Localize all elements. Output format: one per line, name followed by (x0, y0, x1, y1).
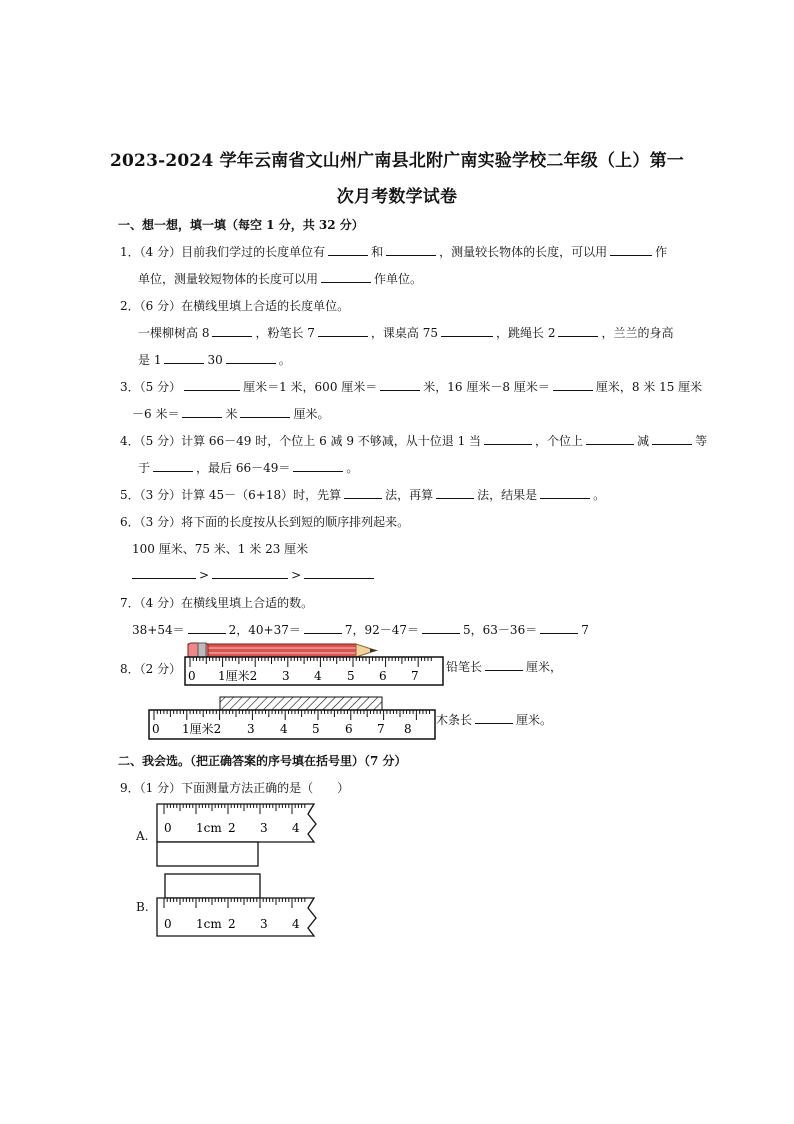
q4-line1 (120, 432, 707, 449)
ruler-2-label: 6 (345, 722, 353, 736)
cm-ruler-b-label: 0 (164, 917, 172, 931)
q2-line1: 2．（6 分）在横线里填上合适的长度单位。 (120, 299, 350, 313)
q9-option-a-label[interactable]: A. (136, 829, 149, 843)
ruler-2-label: 5 (312, 722, 320, 736)
q1-blank-1[interactable] (328, 243, 368, 256)
q2-text-b: 一棵柳树高 8 (138, 326, 210, 340)
q4-text-e: 于 (138, 461, 151, 475)
q6-gt-1: > (199, 568, 210, 582)
ruler-1-label: 6 (379, 669, 387, 683)
q5-text-c: 法，结果是 (477, 488, 538, 502)
ruler-2-label: 3 (247, 722, 255, 736)
q3-text-g: 厘米。 (293, 407, 330, 421)
ruler-2-label: 1厘米2 (182, 722, 222, 736)
ruler-1-label: 4 (314, 669, 322, 683)
q1-blank-4[interactable] (321, 270, 371, 283)
ruler-1-label: 1厘米2 (218, 669, 258, 683)
cm-ruler-b-label: 2 (228, 917, 236, 931)
q6-line3 (132, 566, 377, 582)
q2-text-h: 30 (207, 353, 223, 367)
q2-text-g: 是 1 (138, 353, 162, 367)
cm-ruler-b-label: 1cm (196, 917, 222, 931)
q4-text-c: 减 (637, 434, 650, 448)
q1-text-e: 单位，测量较短物体的长度可以用 (138, 272, 319, 286)
page-title-line2: 次月考数学试卷 (336, 187, 458, 207)
q3-text-f: 米 (225, 407, 238, 421)
q3-line1 (120, 378, 702, 395)
q2-blank-3[interactable] (441, 324, 493, 337)
q3-line2 (132, 405, 329, 422)
q7-blank-4[interactable] (540, 621, 578, 634)
q3-blank-2[interactable] (380, 378, 420, 391)
wood-ruler-figure (144, 693, 440, 743)
q3-text-a: 3．（5 分） (120, 380, 182, 394)
ruler-1-label: 0 (188, 669, 196, 683)
q1-line2 (138, 270, 422, 287)
q2-blank-6[interactable] (226, 351, 276, 364)
q7-text-b: 38+54＝ (132, 623, 185, 637)
q7-blank-1[interactable] (188, 621, 226, 634)
q5-blank-3[interactable] (540, 486, 590, 499)
cm-ruler-a-label: 2 (228, 821, 236, 835)
pencil-length-line (446, 658, 562, 675)
pencil-drawing (188, 643, 378, 658)
q1-text-b: 和 (371, 245, 384, 259)
q4-line2 (138, 459, 358, 476)
q9-option-b-label[interactable]: B. (136, 900, 149, 914)
ruler-1-label: 3 (282, 669, 290, 683)
ruler-1-label: 5 (347, 669, 355, 683)
q2-text-i: 。 (278, 353, 291, 367)
q2-blank-5[interactable] (164, 351, 204, 364)
wood-length-line (436, 711, 552, 728)
q2-text-c: ，粉笔长 7 (255, 326, 315, 340)
q4-text-g: 。 (346, 461, 359, 475)
q2-text-f: ，兰兰的身高 (601, 326, 674, 340)
q6-gt-2: > (291, 568, 302, 582)
cm-ruler-a-label: 4 (292, 821, 300, 835)
measured-rectangle-a (157, 842, 258, 866)
q2-text-e: ，跳绳长 2 (496, 326, 556, 340)
q7-blank-2[interactable] (304, 621, 342, 634)
q7-text-c: 2，40+37＝ (228, 623, 301, 637)
q2-line3 (138, 351, 291, 368)
cm-ruler-a-label: 1cm (196, 821, 222, 835)
q2-text-d: ，课桌高 75 (370, 326, 438, 340)
pencil-text-a: 铅笔长 (446, 660, 483, 674)
q1-line1 (120, 243, 667, 260)
q4-text-f: ，最后 66－49＝ (196, 461, 291, 475)
ruler-2-label: 0 (152, 722, 160, 736)
pencil-text-b: 厘米， (526, 660, 563, 674)
q9-option-a-figure[interactable] (152, 802, 322, 870)
pencil-length-blank[interactable] (485, 658, 523, 671)
q4-text-d: 等 (695, 434, 708, 448)
q6-line1: 6．（3 分）将下面的长度按从长到短的顺序排列起来。 (120, 515, 410, 529)
q7-blank-3[interactable] (422, 621, 460, 634)
q9-question: 9．（1 分）下面测量方法正确的是（ ） (120, 781, 350, 795)
ruler-2-label: 4 (280, 722, 288, 736)
q3-text-d: 厘米，8 米 15 厘米 (595, 380, 703, 394)
wood-text-b: 厘米。 (516, 713, 553, 727)
q8-label: 8．（2 分） (120, 662, 182, 676)
q6-blank-2[interactable] (212, 566, 288, 579)
q3-blank-1[interactable] (184, 378, 240, 391)
q7-line2 (132, 621, 589, 638)
q1-text-f: 作单位。 (374, 272, 423, 286)
q1-text-d: 作 (655, 245, 668, 259)
q7-text-f: 7 (581, 623, 589, 637)
q5-text-b: 法，再算 (385, 488, 434, 502)
ruler-1-label: 7 (411, 669, 419, 683)
q2-blank-1[interactable] (212, 324, 252, 337)
q7-line1: 7．（4 分）在横线里填上合适的数。 (120, 596, 314, 610)
q2-blank-2[interactable] (318, 324, 368, 337)
q4-blank-5[interactable] (293, 459, 343, 472)
q6-blank-3[interactable] (304, 566, 374, 579)
wood-strip (220, 697, 382, 710)
section-2-heading: 二、我会选。（把正确答案的序号填在括号里）（7 分） (118, 754, 407, 768)
q1-blank-2[interactable] (386, 243, 436, 256)
cm-ruler-a-label: 0 (164, 821, 172, 835)
q3-blank-5[interactable] (240, 405, 290, 418)
pencil-ruler-figure (180, 640, 450, 688)
q3-blank-4[interactable] (182, 405, 222, 418)
q4-blank-2[interactable] (586, 432, 634, 445)
page-title-line1: 2023-2024 学年云南省文山州广南县北附广南实验学校二年级（上）第一 (109, 151, 684, 171)
ruler-2-label: 7 (377, 722, 385, 736)
q4-text-a: 4．（5 分）计算 66－49 时，个位上 6 减 9 不够减，从十位退 1 当 (120, 434, 482, 448)
q3-text-e: －6 米＝ (132, 407, 180, 421)
wood-text-a: 木条长 (436, 713, 473, 727)
q1-text-a: 1．（4 分）目前我们学过的长度单位有 (120, 245, 326, 259)
q2-line2 (138, 324, 673, 341)
q5-blank-1[interactable] (344, 486, 382, 499)
q3-blank-3[interactable] (553, 378, 593, 391)
q5-line (120, 486, 605, 503)
q3-text-b: 厘米＝1 米，600 厘米＝ (243, 380, 378, 394)
q5-text-a: 5．（3 分）计算 45－（6+18）时，先算 (120, 488, 342, 502)
cm-ruler-b-label: 3 (260, 917, 268, 931)
wood-length-blank[interactable] (475, 711, 513, 724)
q5-blank-2[interactable] (436, 486, 474, 499)
q4-blank-4[interactable] (153, 459, 193, 472)
q6-blank-1[interactable] (132, 566, 196, 579)
q7-text-e: 5，63－36＝ (463, 623, 538, 637)
q4-text-b: ，个位上 (535, 434, 584, 448)
ruler-2-label: 8 (404, 722, 412, 736)
cm-ruler-b-label: 4 (292, 917, 300, 931)
q4-blank-3[interactable] (652, 432, 692, 445)
q1-text-c: ，测量较长物体的长度，可以用 (439, 245, 608, 259)
q9-option-b-figure[interactable] (152, 872, 322, 940)
cm-ruler-a-label: 3 (260, 821, 268, 835)
q2-blank-4[interactable] (558, 324, 598, 337)
measured-rectangle-b (165, 874, 260, 898)
q3-text-c: 米，16 厘米－8 厘米＝ (423, 380, 550, 394)
q1-blank-3[interactable] (610, 243, 652, 256)
q6-line2: 100 厘米、75 米、1 米 23 厘米 (132, 542, 309, 556)
q5-text-d: 。 (593, 488, 606, 502)
section-1-heading: 一、想一想，填一填（每空 1 分，共 32 分） (118, 218, 364, 232)
q7-text-d: 7，92－47＝ (344, 623, 420, 637)
q4-blank-1[interactable] (484, 432, 532, 445)
